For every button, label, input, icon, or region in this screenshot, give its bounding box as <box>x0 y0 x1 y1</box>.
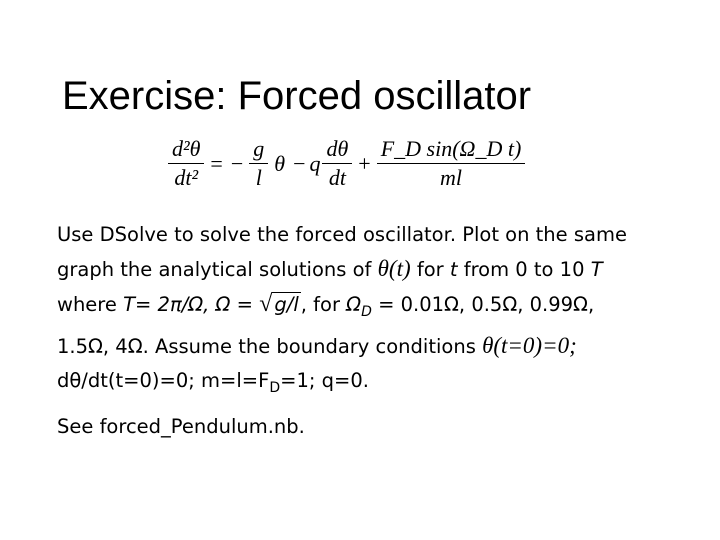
eq-dtheta: dθ <box>322 136 352 164</box>
text-line-3a: where <box>57 293 117 316</box>
eq-lhs-numerator: d²θ <box>168 136 204 164</box>
theta-of-t: θ(t) <box>377 256 411 281</box>
omega-sub-d: D <box>361 304 372 320</box>
radical-sign: √ <box>259 291 273 317</box>
omega-d <box>346 293 372 320</box>
text-line-2c: for <box>416 258 444 281</box>
text-line-5b: =1; q=0. <box>280 369 369 392</box>
text-line-2 <box>57 252 707 287</box>
eq-minus-2: − <box>293 150 306 176</box>
text-line-1: Use DSolve to solve the forced oscillator. Plot on the same <box>57 223 627 246</box>
eq-minus: − <box>230 150 244 176</box>
text-line-3d: , for <box>300 293 340 316</box>
text-line-3 <box>57 287 707 329</box>
exercise-text <box>57 218 707 405</box>
text-line-5a: dθ/dt(t=0)=0; m=l=F <box>57 369 270 392</box>
see-notebook-text: See forced_Pendulum.nb. <box>57 415 305 438</box>
dtheta-dt-fraction <box>322 136 352 191</box>
sqrt-g-over-l <box>259 287 301 322</box>
forcing-fraction <box>377 136 526 191</box>
eq-equals: = <box>210 150 223 176</box>
text-line-4a: 1.5Ω, 4Ω. Assume the boundary conditions <box>57 335 476 358</box>
omega-symbol: Ω <box>346 293 362 316</box>
text-line-2e: from 0 to 10 <box>463 258 585 281</box>
eq-dt: dt <box>328 165 346 190</box>
text-line-4 <box>57 329 707 364</box>
text-line-2a: graph the analytical solutions of <box>57 258 372 281</box>
slide-title: Exercise: Forced oscillator <box>62 74 532 118</box>
boundary-condition-1: θ(t=0)=0; <box>482 333 577 358</box>
eq-theta: θ <box>274 150 286 176</box>
eq-g: g <box>249 136 268 164</box>
var-t: t <box>449 258 458 281</box>
g-over-l-fraction <box>249 136 268 191</box>
eq-forcing-denominator: ml <box>440 165 462 190</box>
period-def: T= 2π/Ω, Ω = <box>123 293 253 316</box>
second-derivative-fraction <box>168 136 204 191</box>
sqrt-content: g/l <box>274 293 299 316</box>
eq-l: l <box>255 165 262 190</box>
text-line-5 <box>57 364 707 405</box>
eq-plus: + <box>358 150 371 176</box>
text-line-3g: = 0.01Ω, 0.5Ω, 0.99Ω, <box>378 293 595 316</box>
var-T: T <box>590 258 603 281</box>
eq-q: q <box>309 150 321 176</box>
eq-forcing-numerator: F_D sin(Ω_D t) <box>377 136 526 164</box>
eq-lhs-denominator: dt² <box>174 165 199 190</box>
f-sub-d: D <box>269 380 281 396</box>
equation <box>166 136 527 191</box>
